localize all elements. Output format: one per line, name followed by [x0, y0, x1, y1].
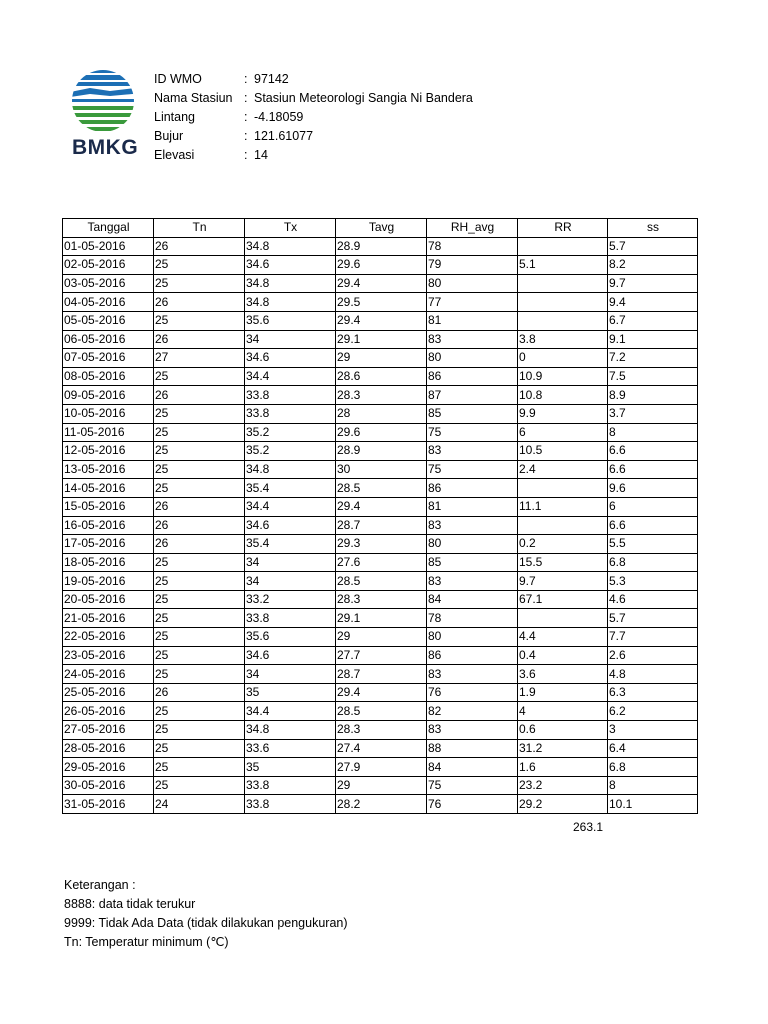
cell-tn: 25 — [154, 590, 245, 609]
cell-rr — [518, 293, 608, 312]
cell-rr — [518, 609, 608, 628]
cell-ss: 8 — [608, 423, 698, 442]
cell-ss: 6.6 — [608, 516, 698, 535]
table-row — [63, 721, 698, 740]
cell-tanggal: 18-05-2016 — [63, 553, 154, 572]
cell-tanggal: 24-05-2016 — [63, 665, 154, 684]
cell-tavg: 29 — [336, 628, 427, 647]
cell-tx: 34 — [245, 665, 336, 684]
cell-tx: 35.6 — [245, 311, 336, 330]
table-row — [63, 311, 698, 330]
table-row — [63, 572, 698, 591]
cell-tanggal: 19-05-2016 — [63, 572, 154, 591]
table-row — [63, 386, 698, 405]
table-row — [63, 274, 698, 293]
cell-tn: 25 — [154, 553, 245, 572]
cell-rh-avg: 83 — [427, 572, 518, 591]
cell-rr: 6 — [518, 423, 608, 442]
cell-ss: 3 — [608, 721, 698, 740]
cell-tavg: 29.6 — [336, 423, 427, 442]
info-label: Lintang — [154, 110, 196, 124]
cell-rh-avg: 76 — [427, 683, 518, 702]
info-value: 121.61077 — [254, 129, 314, 143]
info-label: Nama Stasiun — [154, 91, 233, 105]
info-row-latitude: Lintang : -4.18059 — [154, 108, 473, 127]
table-row — [63, 442, 698, 461]
table-row — [63, 609, 698, 628]
cell-ss: 7.2 — [608, 349, 698, 368]
cell-tx: 35.4 — [245, 479, 336, 498]
cell-tanggal: 26-05-2016 — [63, 702, 154, 721]
cell-tavg: 27.4 — [336, 739, 427, 758]
cell-tavg: 28 — [336, 404, 427, 423]
cell-ss: 10.1 — [608, 795, 698, 814]
table-row — [63, 516, 698, 535]
cell-tavg: 29.1 — [336, 609, 427, 628]
table-row — [63, 535, 698, 554]
cell-tavg: 29.4 — [336, 497, 427, 516]
cell-tavg: 28.9 — [336, 442, 427, 461]
cell-ss: 6.2 — [608, 702, 698, 721]
cell-tanggal: 09-05-2016 — [63, 386, 154, 405]
cell-rr: 67.1 — [518, 590, 608, 609]
cell-rh-avg: 83 — [427, 665, 518, 684]
cell-tn: 25 — [154, 274, 245, 293]
cell-rr: 11.1 — [518, 497, 608, 516]
cell-ss: 6.7 — [608, 311, 698, 330]
cell-tanggal: 22-05-2016 — [63, 628, 154, 647]
cell-ss: 6 — [608, 497, 698, 516]
cell-tn: 27 — [154, 349, 245, 368]
notes-heading: Keterangan : — [64, 878, 136, 892]
cell-ss: 6.8 — [608, 758, 698, 777]
cell-tn: 26 — [154, 330, 245, 349]
cell-tavg: 29 — [336, 349, 427, 368]
bmkg-logo — [70, 66, 144, 162]
cell-rh-avg: 83 — [427, 721, 518, 740]
cell-tx: 34.6 — [245, 349, 336, 368]
info-label: Elevasi — [154, 148, 195, 162]
cell-tavg: 29.4 — [336, 311, 427, 330]
cell-tx: 34.4 — [245, 702, 336, 721]
cell-tx: 33.8 — [245, 386, 336, 405]
cell-tanggal: 29-05-2016 — [63, 758, 154, 777]
cell-tanggal: 28-05-2016 — [63, 739, 154, 758]
cell-tn: 25 — [154, 646, 245, 665]
logo-text: BMKG — [72, 136, 139, 159]
info-value: 97142 — [254, 72, 289, 86]
cell-rr: 10.8 — [518, 386, 608, 405]
cell-ss: 6.3 — [608, 683, 698, 702]
cell-tx: 34 — [245, 553, 336, 572]
cell-ss: 5.7 — [608, 237, 698, 256]
cell-ss: 7.7 — [608, 628, 698, 647]
table-row — [63, 628, 698, 647]
cell-rr: 3.8 — [518, 330, 608, 349]
cell-tavg: 27.9 — [336, 758, 427, 777]
cell-ss: 5.7 — [608, 609, 698, 628]
cell-rh-avg: 83 — [427, 516, 518, 535]
cell-rr: 9.9 — [518, 404, 608, 423]
cell-tx: 33.8 — [245, 404, 336, 423]
table-row — [63, 237, 698, 256]
cell-tx: 35 — [245, 758, 336, 777]
cell-rh-avg: 77 — [427, 293, 518, 312]
cell-tavg: 29.4 — [336, 274, 427, 293]
cell-tanggal: 15-05-2016 — [63, 497, 154, 516]
column-header-ss: ss — [608, 219, 698, 238]
cell-rh-avg: 78 — [427, 237, 518, 256]
cell-rr: 3.6 — [518, 665, 608, 684]
cell-rh-avg: 82 — [427, 702, 518, 721]
cell-ss: 9.1 — [608, 330, 698, 349]
cell-ss: 6.4 — [608, 739, 698, 758]
cell-rh-avg: 78 — [427, 609, 518, 628]
cell-tn: 26 — [154, 237, 245, 256]
cell-tx: 34.6 — [245, 256, 336, 275]
cell-rh-avg: 81 — [427, 311, 518, 330]
column-header-tx: Tx — [245, 219, 336, 238]
cell-rh-avg: 84 — [427, 590, 518, 609]
cell-tn: 26 — [154, 535, 245, 554]
cell-tn: 25 — [154, 404, 245, 423]
cell-tn: 25 — [154, 776, 245, 795]
cell-rh-avg: 79 — [427, 256, 518, 275]
cell-ss: 8.2 — [608, 256, 698, 275]
table-body — [63, 237, 698, 813]
cell-tn: 25 — [154, 721, 245, 740]
cell-tn: 25 — [154, 423, 245, 442]
cell-rr: 0 — [518, 349, 608, 368]
cell-rh-avg: 87 — [427, 386, 518, 405]
cell-tanggal: 13-05-2016 — [63, 460, 154, 479]
cell-ss: 6.6 — [608, 460, 698, 479]
cell-ss: 4.6 — [608, 590, 698, 609]
cell-rr: 1.9 — [518, 683, 608, 702]
table-row — [63, 349, 698, 368]
cell-tx: 33.8 — [245, 795, 336, 814]
cell-tx: 33.8 — [245, 609, 336, 628]
cell-tn: 25 — [154, 367, 245, 386]
cell-rh-avg: 80 — [427, 274, 518, 293]
cell-tanggal: 04-05-2016 — [63, 293, 154, 312]
cell-tn: 25 — [154, 479, 245, 498]
station-info — [154, 70, 473, 165]
cell-tn: 25 — [154, 460, 245, 479]
cell-ss: 8.9 — [608, 386, 698, 405]
info-row-elevation: Elevasi : 14 — [154, 146, 473, 165]
cell-rh-avg: 80 — [427, 535, 518, 554]
cell-ss: 8 — [608, 776, 698, 795]
cell-ss: 4.8 — [608, 665, 698, 684]
cell-tx: 34.6 — [245, 516, 336, 535]
cell-rr: 10.9 — [518, 367, 608, 386]
cell-tavg: 28.7 — [336, 516, 427, 535]
cell-tx: 35.6 — [245, 628, 336, 647]
info-label: Bujur — [154, 129, 184, 143]
cell-tn: 25 — [154, 442, 245, 461]
table-header-row — [63, 219, 698, 238]
cell-tanggal: 08-05-2016 — [63, 367, 154, 386]
cell-rh-avg: 85 — [427, 553, 518, 572]
cell-rh-avg: 75 — [427, 460, 518, 479]
cell-tx: 34.8 — [245, 274, 336, 293]
cell-ss: 3.7 — [608, 404, 698, 423]
table-row — [63, 423, 698, 442]
info-value: Stasiun Meteorologi Sangia Ni Bandera — [254, 91, 473, 105]
cell-tx: 33.6 — [245, 739, 336, 758]
cell-tanggal: 01-05-2016 — [63, 237, 154, 256]
cell-tn: 25 — [154, 665, 245, 684]
cell-tavg: 29.6 — [336, 256, 427, 275]
cell-ss: 5.3 — [608, 572, 698, 591]
cell-tavg: 28.9 — [336, 237, 427, 256]
cell-rh-avg: 75 — [427, 423, 518, 442]
cell-tanggal: 05-05-2016 — [63, 311, 154, 330]
info-row-longitude: Bujur : 121.61077 — [154, 127, 473, 146]
column-header-tavg: Tavg — [336, 219, 427, 238]
cell-ss: 5.5 — [608, 535, 698, 554]
table-row — [63, 497, 698, 516]
cell-tavg: 28.5 — [336, 702, 427, 721]
cell-tavg: 28.2 — [336, 795, 427, 814]
cell-tx: 34 — [245, 330, 336, 349]
cell-tavg: 28.3 — [336, 590, 427, 609]
table-row — [63, 330, 698, 349]
cell-tanggal: 30-05-2016 — [63, 776, 154, 795]
cell-rr — [518, 479, 608, 498]
cell-rr — [518, 237, 608, 256]
cell-tx: 35 — [245, 683, 336, 702]
cell-rr: 10.5 — [518, 442, 608, 461]
cell-rr: 5.1 — [518, 256, 608, 275]
cell-tavg: 28.5 — [336, 479, 427, 498]
cell-tn: 25 — [154, 256, 245, 275]
note-9999: 9999: Tidak Ada Data (tidak dilakukan pengukuran) — [64, 916, 348, 930]
cell-tanggal: 02-05-2016 — [63, 256, 154, 275]
cell-tn: 25 — [154, 609, 245, 628]
cell-rr — [518, 516, 608, 535]
cell-rr — [518, 311, 608, 330]
cell-tavg: 27.6 — [336, 553, 427, 572]
cell-tavg: 29 — [336, 776, 427, 795]
cell-rh-avg: 81 — [427, 497, 518, 516]
cell-tn: 26 — [154, 386, 245, 405]
cell-tn: 26 — [154, 497, 245, 516]
table-row — [63, 646, 698, 665]
cell-tanggal: 17-05-2016 — [63, 535, 154, 554]
cell-ss: 9.6 — [608, 479, 698, 498]
cell-rr: 0.4 — [518, 646, 608, 665]
cell-rr: 31.2 — [518, 739, 608, 758]
cell-tn: 25 — [154, 311, 245, 330]
info-value: 14 — [254, 148, 268, 162]
cell-tx: 33.2 — [245, 590, 336, 609]
cell-tx: 35.2 — [245, 423, 336, 442]
column-header-rh-avg: RH_avg — [427, 219, 518, 238]
table-row — [63, 367, 698, 386]
cell-tanggal: 23-05-2016 — [63, 646, 154, 665]
table-row — [63, 256, 698, 275]
cell-tx: 35.4 — [245, 535, 336, 554]
cell-tavg: 27.7 — [336, 646, 427, 665]
cell-ss: 2.6 — [608, 646, 698, 665]
cell-rh-avg: 88 — [427, 739, 518, 758]
cell-tavg: 29.1 — [336, 330, 427, 349]
cell-tn: 25 — [154, 739, 245, 758]
cell-tx: 34.6 — [245, 646, 336, 665]
cell-tn: 25 — [154, 758, 245, 777]
table-row — [63, 739, 698, 758]
cell-tanggal: 11-05-2016 — [63, 423, 154, 442]
table-row — [63, 776, 698, 795]
cell-tavg: 29.4 — [336, 683, 427, 702]
cell-tx: 35.2 — [245, 442, 336, 461]
cell-tavg: 30 — [336, 460, 427, 479]
cell-tx: 33.8 — [245, 776, 336, 795]
table-row — [63, 758, 698, 777]
cell-tanggal: 14-05-2016 — [63, 479, 154, 498]
cell-tavg: 28.7 — [336, 665, 427, 684]
table-row — [63, 702, 698, 721]
cell-tanggal: 03-05-2016 — [63, 274, 154, 293]
table-row — [63, 795, 698, 814]
cell-tanggal: 10-05-2016 — [63, 404, 154, 423]
cell-rh-avg: 86 — [427, 479, 518, 498]
cell-rh-avg: 86 — [427, 646, 518, 665]
cell-tavg: 29.3 — [336, 535, 427, 554]
cell-tanggal: 12-05-2016 — [63, 442, 154, 461]
cell-rh-avg: 80 — [427, 349, 518, 368]
info-row-station-name: Nama Stasiun : Stasiun Meteorologi Sangia Ni Bandera — [154, 89, 473, 108]
cell-tn: 26 — [154, 293, 245, 312]
table-row — [63, 683, 698, 702]
cell-tanggal: 16-05-2016 — [63, 516, 154, 535]
column-header-rr: RR — [518, 219, 608, 238]
cell-ss: 6.8 — [608, 553, 698, 572]
cell-rh-avg: 84 — [427, 758, 518, 777]
cell-rh-avg: 83 — [427, 330, 518, 349]
cell-ss: 9.7 — [608, 274, 698, 293]
cell-rr: 0.6 — [518, 721, 608, 740]
cell-tx: 34.8 — [245, 460, 336, 479]
rr-total: 263.1 — [573, 820, 604, 834]
cell-tn: 25 — [154, 628, 245, 647]
table-row — [63, 479, 698, 498]
cell-tx: 34 — [245, 572, 336, 591]
cell-rh-avg: 75 — [427, 776, 518, 795]
cell-rr: 4 — [518, 702, 608, 721]
cell-rr: 4.4 — [518, 628, 608, 647]
climate-data-table — [62, 218, 698, 814]
cell-tavg: 29.5 — [336, 293, 427, 312]
cell-tx: 34.8 — [245, 293, 336, 312]
column-header-tn: Tn — [154, 219, 245, 238]
cell-tanggal: 20-05-2016 — [63, 590, 154, 609]
cell-tx: 34.4 — [245, 367, 336, 386]
cell-tn: 26 — [154, 516, 245, 535]
table-row — [63, 590, 698, 609]
column-header-tanggal: Tanggal — [63, 219, 154, 238]
cell-tn: 26 — [154, 683, 245, 702]
cell-tanggal: 31-05-2016 — [63, 795, 154, 814]
cell-tavg: 28.3 — [336, 721, 427, 740]
cell-rh-avg: 83 — [427, 442, 518, 461]
cell-rr: 1.6 — [518, 758, 608, 777]
cell-rh-avg: 76 — [427, 795, 518, 814]
table-row — [63, 404, 698, 423]
cell-rr: 15.5 — [518, 553, 608, 572]
cell-tx: 34.8 — [245, 721, 336, 740]
table-row — [63, 460, 698, 479]
cell-rr: 29.2 — [518, 795, 608, 814]
table-row — [63, 665, 698, 684]
cell-tanggal: 07-05-2016 — [63, 349, 154, 368]
cell-tanggal: 06-05-2016 — [63, 330, 154, 349]
cell-tanggal: 25-05-2016 — [63, 683, 154, 702]
notes — [64, 876, 348, 952]
table-row — [63, 553, 698, 572]
cell-tanggal: 27-05-2016 — [63, 721, 154, 740]
cell-rr: 23.2 — [518, 776, 608, 795]
info-row-id-wmo: ID WMO : 97142 — [154, 70, 473, 89]
note-8888: 8888: data tidak terukur — [64, 897, 196, 911]
cell-ss: 6.6 — [608, 442, 698, 461]
cell-tn: 25 — [154, 572, 245, 591]
cell-tavg: 28.6 — [336, 367, 427, 386]
cell-tavg: 28.5 — [336, 572, 427, 591]
cell-rr — [518, 274, 608, 293]
cell-tn: 24 — [154, 795, 245, 814]
cell-rh-avg: 80 — [427, 628, 518, 647]
info-value: -4.18059 — [254, 110, 304, 124]
cell-rh-avg: 86 — [427, 367, 518, 386]
cell-rh-avg: 85 — [427, 404, 518, 423]
cell-ss: 9.4 — [608, 293, 698, 312]
cell-tn: 25 — [154, 702, 245, 721]
cell-ss: 7.5 — [608, 367, 698, 386]
info-label: ID WMO — [154, 72, 202, 86]
cell-tx: 34.4 — [245, 497, 336, 516]
cell-rr: 0.2 — [518, 535, 608, 554]
cell-rr: 9.7 — [518, 572, 608, 591]
cell-tanggal: 21-05-2016 — [63, 609, 154, 628]
cell-rr: 2.4 — [518, 460, 608, 479]
note-tn: Tn: Temperatur minimum (℃) — [64, 935, 229, 949]
table-row — [63, 293, 698, 312]
cell-tavg: 28.3 — [336, 386, 427, 405]
cell-tx: 34.8 — [245, 237, 336, 256]
